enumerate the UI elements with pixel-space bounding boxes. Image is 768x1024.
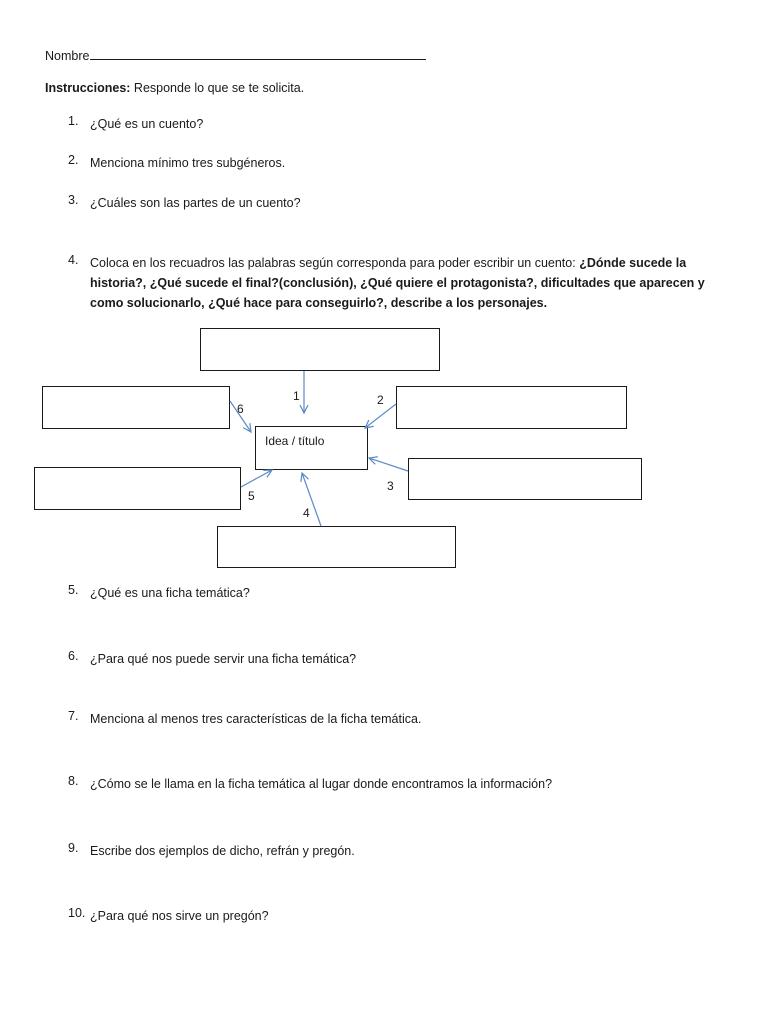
box-top[interactable]	[201, 329, 440, 371]
arrow-label-3: 3	[387, 479, 394, 493]
instructions-label: Instrucciones:	[45, 81, 131, 95]
box-bottom[interactable]	[218, 527, 456, 568]
center-label: Idea / título	[265, 434, 325, 448]
question-4-text: Coloca en los recuadros las palabras según corresponda para poder escribir un cuento:	[90, 256, 580, 270]
question-text: Menciona al menos tres características de la ficha temática.	[90, 712, 422, 726]
box-left-upper[interactable]	[43, 387, 230, 429]
question-number: 9.	[68, 841, 79, 855]
question-9	[68, 841, 718, 861]
question-4-bold-text: ¿Dónde sucede la historia?, ¿Qué sucede el final?(conclusión), ¿Qué quiere el protagonista?, dificultades que aparecen y como solucionarlo, ¿Qué hace para conseguirlo?, describe a los personajes.	[90, 256, 705, 310]
arrow-label-1: 1	[293, 389, 300, 403]
question-text: ¿Cuáles son las partes de un cuento?	[90, 196, 301, 210]
question-text: Escribe dos ejemplos de dicho, refrán y pregón.	[90, 844, 355, 858]
arrow-label-4: 4	[303, 506, 310, 520]
question-5	[68, 583, 718, 603]
question-number: 4.	[68, 253, 79, 267]
question-text: ¿Qué es una ficha temática?	[90, 586, 250, 600]
center-box	[256, 427, 368, 470]
question-number: 10.	[68, 906, 86, 920]
question-text: ¿Cómo se le llama en la ficha temática al lugar donde encontramos la información?	[90, 777, 553, 791]
question-8	[68, 774, 718, 794]
question-number: 8.	[68, 774, 79, 788]
question-text: Menciona mínimo tres subgéneros.	[90, 156, 286, 170]
arrow-3	[369, 458, 408, 471]
arrow-2	[365, 404, 396, 428]
question-10	[68, 906, 718, 926]
question-number: 1.	[68, 114, 79, 128]
question-number: 3.	[68, 193, 79, 207]
question-number: 5.	[68, 583, 79, 597]
box-right-upper[interactable]	[397, 387, 627, 429]
instructions-text: Responde lo que se te solicita.	[130, 81, 305, 95]
name-label: Nombre	[45, 49, 90, 63]
arrow-5	[241, 470, 272, 487]
question-number: 7.	[68, 709, 79, 723]
question-6	[68, 649, 718, 669]
arrow-label-5: 5	[248, 489, 255, 503]
arrow-label-2: 2	[377, 393, 384, 407]
question-number: 2.	[68, 153, 79, 167]
arrow-label-6: 6	[237, 402, 244, 416]
box-right-lower[interactable]	[409, 459, 642, 500]
question-number: 6.	[68, 649, 79, 663]
box-left-lower[interactable]	[35, 468, 241, 510]
question-7	[68, 709, 718, 729]
question-text: ¿Para qué nos puede servir una ficha temática?	[90, 652, 357, 666]
question-text: ¿Qué es un cuento?	[90, 117, 204, 131]
question-text: ¿Para qué nos sirve un pregón?	[90, 909, 269, 923]
